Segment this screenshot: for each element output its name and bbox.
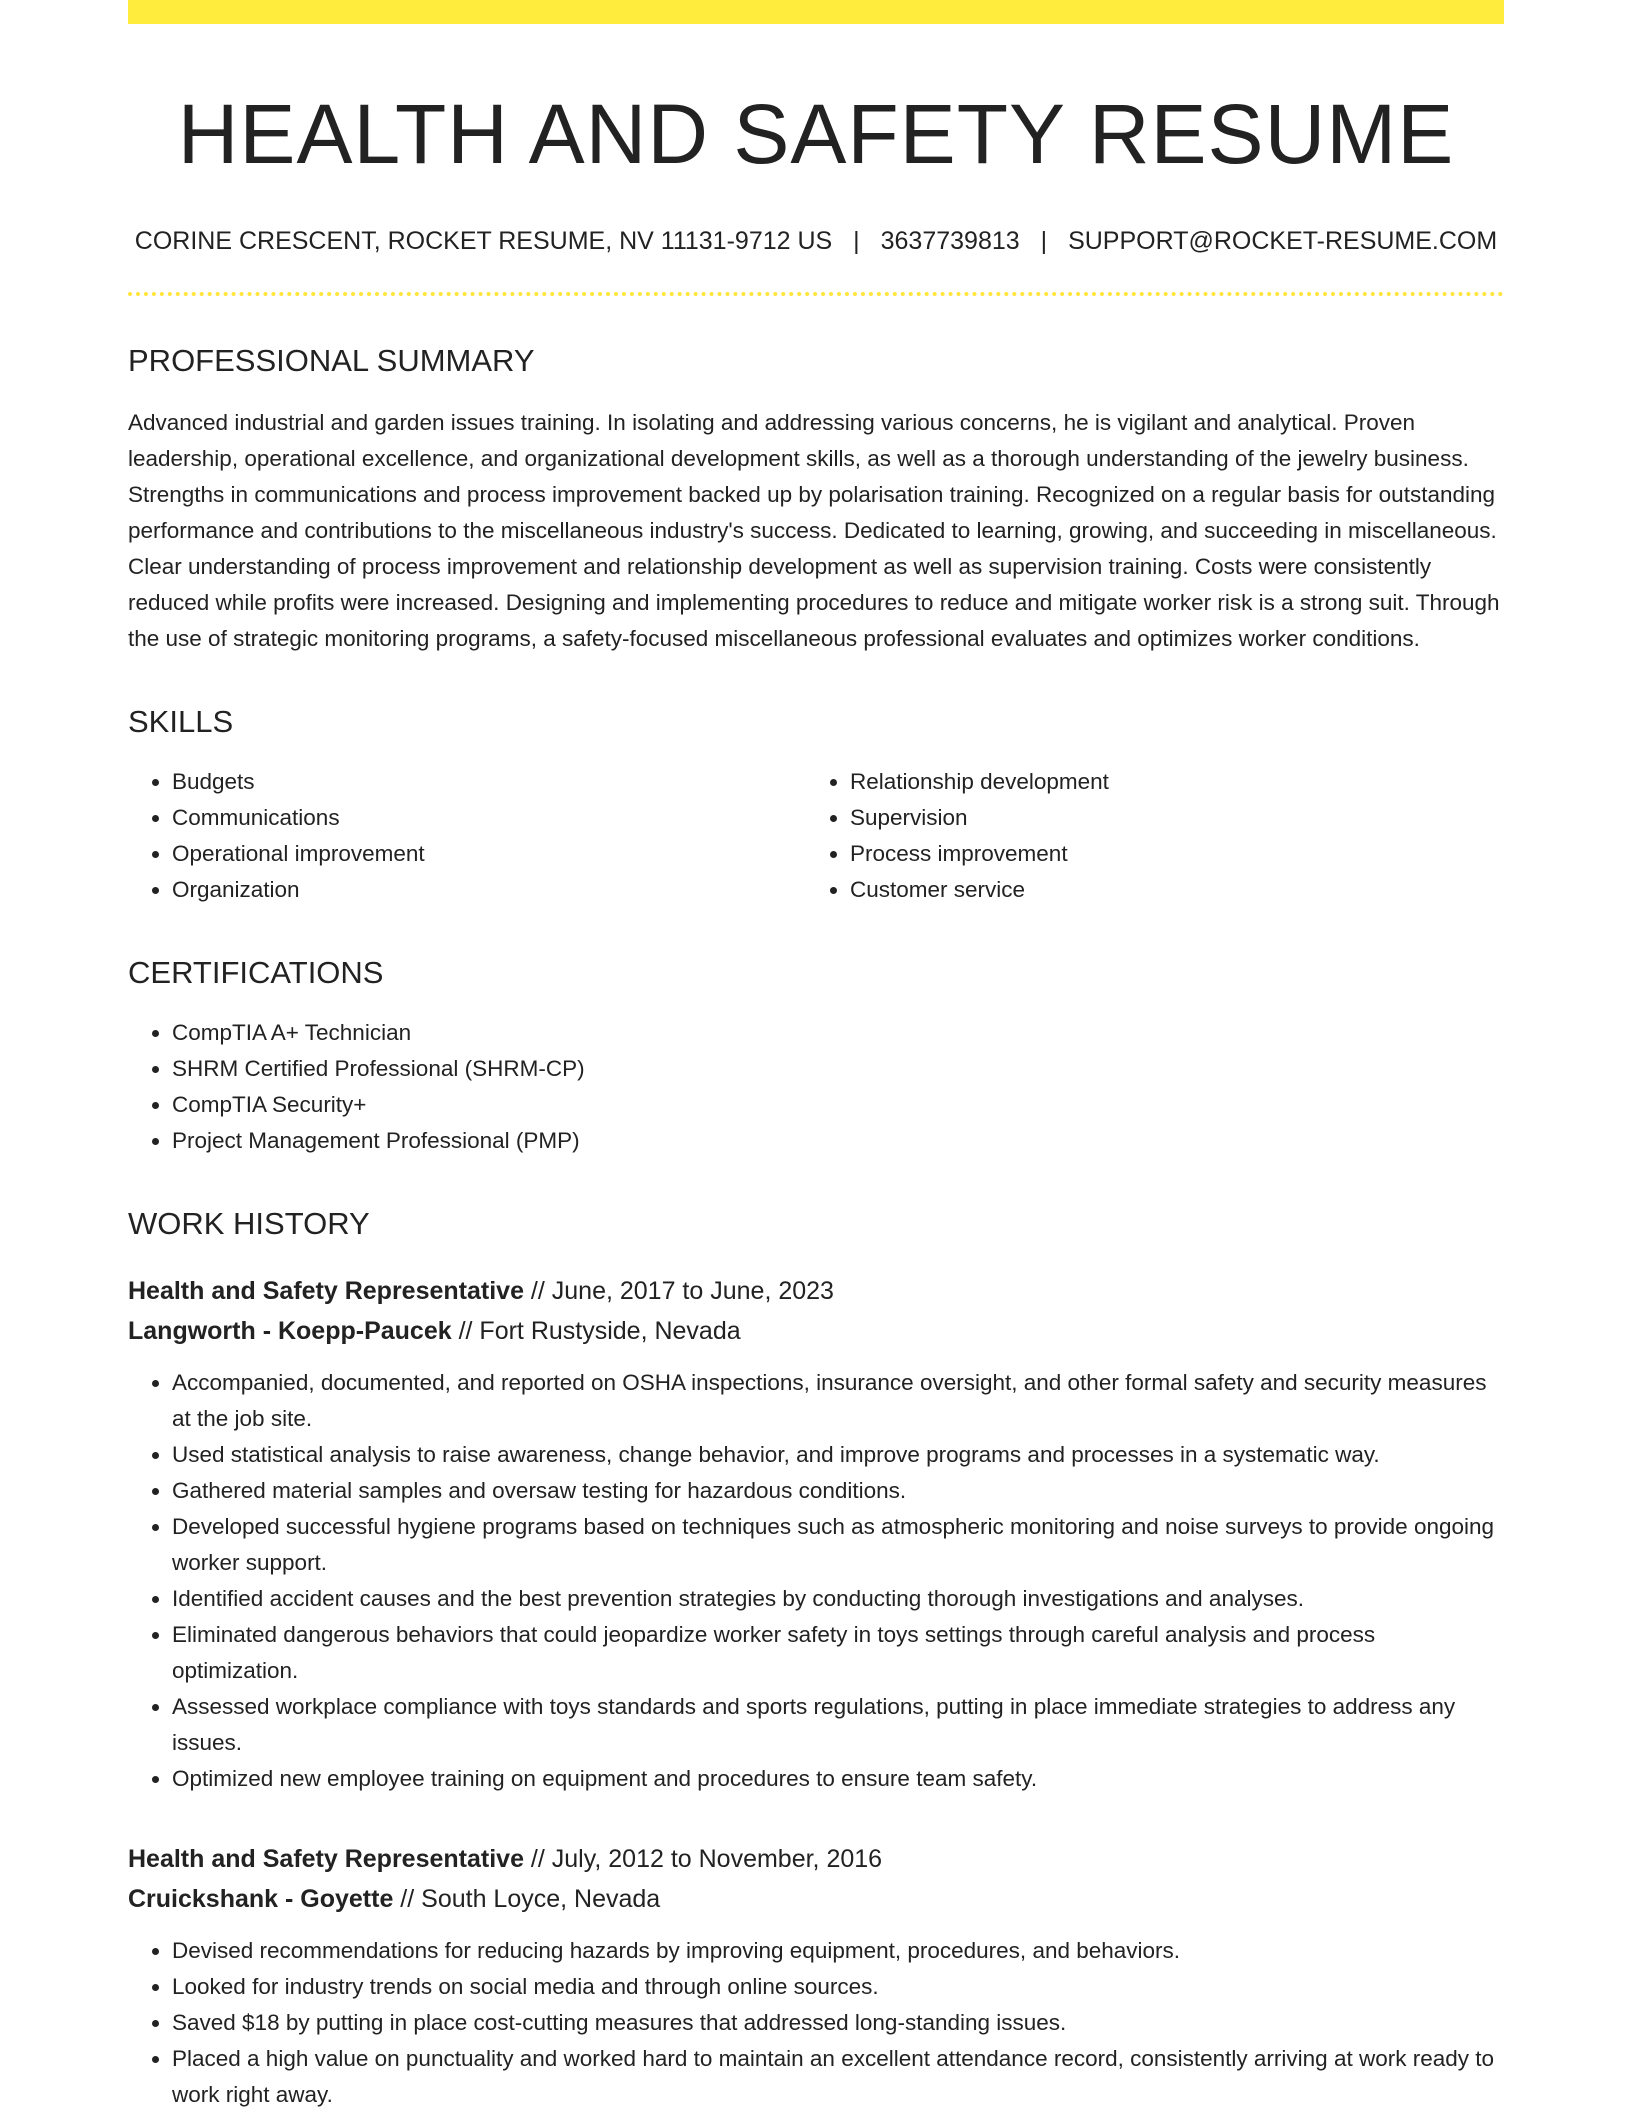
contact-separator: | — [853, 226, 860, 255]
accent-bar — [128, 0, 1504, 24]
job-title-line — [128, 1271, 1504, 1311]
job-bullet: • Used statistical analysis to raise awareness, change behavior, and improve programs and processes in a systematic way. — [172, 1437, 1504, 1473]
job-bullet: • Identified accident causes and the best prevention strategies by conducting thorough investigations and analyses. — [172, 1581, 1504, 1617]
job-company-line — [128, 1879, 1504, 1919]
page-title: HEALTH AND SAFETY RESUME — [177, 87, 1455, 181]
job-bullet: • Accompanied, documented, and reported on OSHA inspections, insurance oversight, and other formal safety and security measures at the job site. — [172, 1365, 1504, 1437]
job-location: // Fort Rustyside, Nevada — [451, 1316, 741, 1345]
certification-item: • SHRM Certified Professional (SHRM-CP) — [172, 1051, 1504, 1087]
job-company: Cruickshank - Goyette — [128, 1884, 394, 1913]
contact-separator: | — [1040, 226, 1048, 255]
contact-email: SUPPORT@ROCKET-RESUME.COM — [1068, 226, 1498, 255]
job-company: Langworth - Koepp-Paucek — [128, 1316, 452, 1345]
skills-heading: SKILLS — [128, 703, 234, 739]
job-dates: // June, 2017 to June, 2023 — [523, 1276, 834, 1305]
certification-item: • CompTIA A+ Technician — [172, 1015, 1504, 1051]
skill-item: • Budgets — [172, 764, 806, 800]
job-title: Health and Safety Representative — [128, 1276, 524, 1305]
skill-item: • Supervision — [850, 800, 1484, 836]
job-location: // South Loyce, Nevada — [393, 1884, 661, 1913]
job-bullet: • Looked for industry trends on social media and through online sources. — [172, 1969, 1504, 2005]
summary-text: Advanced industrial and garden issues training. In isolating and addressing various concerns, he is vigilant and analytical. Proven leadership, operational excellence, and organizational development skills, as well as a thorough understanding of the jewelry business. Strengths in communications and process improvement backed up by polarisation training. Recognized on a regular basis for outstanding performance and contributions to the miscellaneous industry's success. Dedicated to learning, growing, and succeeding in miscellaneous. Clear understanding of process improvement and relationship development as well as supervision training. Costs were consistently reduced while profits were increased. Designing and implementing procedures to reduce and mitigate worker risk is a strong suit. Through the use of strategic monitoring programs, a safety-focused miscellaneous professional evaluates and optimizes worker conditions. — [128, 409, 1500, 651]
certification-item: • Project Management Professional (PMP) — [172, 1123, 1504, 1159]
contact-phone: 3637739813 — [880, 226, 1020, 255]
skill-item: • Relationship development — [850, 764, 1484, 800]
dotted-divider — [128, 292, 1504, 296]
skills-list-left — [128, 764, 806, 908]
job-bullet: • Developed successful hygiene programs based on techniques such as atmospheric monitoring and noise surveys to provide ongoing worker support. — [172, 1509, 1504, 1581]
certifications-heading: CERTIFICATIONS — [128, 955, 384, 991]
job-dates: // July, 2012 to November, 2016 — [523, 1844, 883, 1873]
job-company-line — [128, 1311, 1504, 1351]
job-bullet: • Devised recommendations for reducing hazards by improving equipment, procedures, and behaviors. — [172, 1933, 1504, 1969]
job-bullet: • Optimized new employee training on equipment and procedures to ensure team safety. — [172, 1761, 1504, 1797]
skill-item: • Communications — [172, 800, 806, 836]
summary-heading: PROFESSIONAL SUMMARY — [128, 342, 535, 378]
job-bullets — [128, 1933, 1504, 2113]
job-bullet: • Saved $18 by putting in place cost-cutting measures that addressed long-standing issues. — [172, 2005, 1504, 2041]
job-bullet: • Assessed workplace compliance with toys standards and sports regulations, putting in place immediate strategies to address any issues. — [172, 1689, 1504, 1761]
skill-item: • Operational improvement — [172, 836, 806, 872]
skills-list-right — [806, 764, 1484, 908]
job-bullet: • Gathered material samples and oversaw testing for hazardous conditions. — [172, 1473, 1504, 1509]
contact-address: CORINE CRESCENT, ROCKET RESUME, NV 11131-9712 US — [134, 226, 833, 255]
work-history-heading: WORK HISTORY — [128, 1206, 370, 1242]
job-title-line — [128, 1839, 1504, 1879]
job-entry — [128, 1271, 1504, 1797]
skill-item: • Organization — [172, 872, 806, 908]
certifications-list — [128, 1015, 1504, 1159]
job-entry — [128, 1839, 1504, 2113]
job-title: Health and Safety Representative — [128, 1844, 524, 1873]
resume-page — [128, 0, 1504, 2113]
skills-grid — [128, 764, 1504, 908]
certification-item: • CompTIA Security+ — [172, 1087, 1504, 1123]
job-bullet: • Eliminated dangerous behaviors that could jeopardize worker safety in toys settings through careful analysis and process optimization. — [172, 1617, 1504, 1689]
job-bullet: • Placed a high value on punctuality and worked hard to maintain an excellent attendance record, consistently arriving at work ready to work right away. — [172, 2041, 1504, 2113]
skill-item: • Customer service — [850, 872, 1484, 908]
skill-item: • Process improvement — [850, 836, 1484, 872]
job-bullets — [128, 1365, 1504, 1797]
contact-line — [128, 227, 1504, 256]
